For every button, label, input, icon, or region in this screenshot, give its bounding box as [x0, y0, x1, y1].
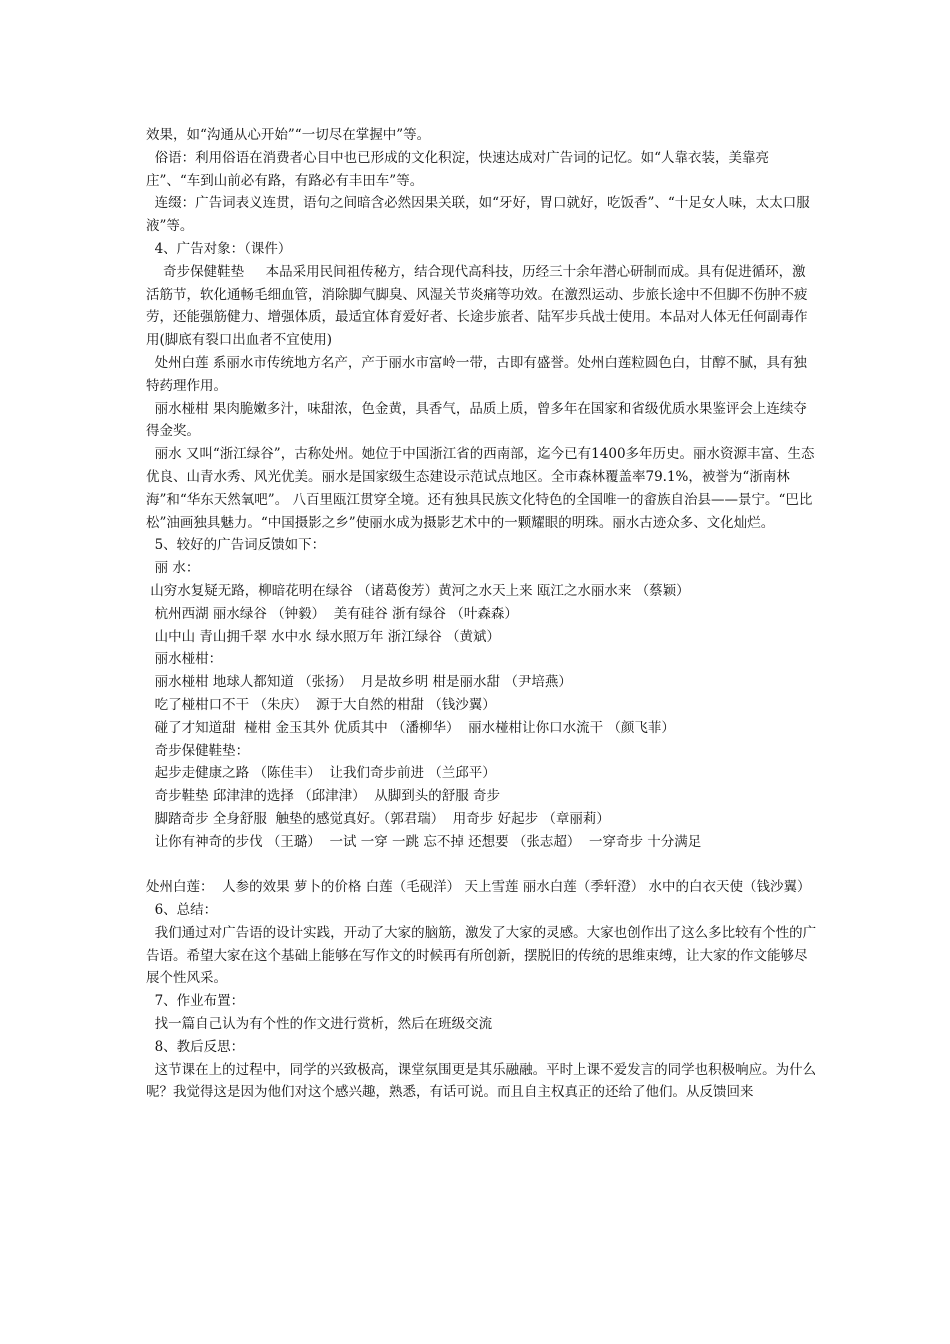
slogan-line: 山中山 青山拥千翠 水中水 绿水照万年 浙江绿谷 （黄斌） [146, 628, 501, 645]
subheading-lishui: 丽 水： [146, 560, 200, 577]
heading-homework: 7、作业布置： [146, 993, 245, 1010]
slogan-line: 丽水椪柑 地球人都知道 （张扬） 月是故乡明 柑是丽水甜 （尹培燕） [146, 674, 572, 691]
slogan-line: 脚踏奇步 全身舒服 触垫的感觉真好。（郭君瑞） 用奇步 好起步 （章丽莉） [146, 810, 610, 827]
subheading-orange: 丽水椪柑： [146, 651, 223, 668]
slogan-line: 杭州西湖 丽水绿谷 （钟毅） 美有硅谷 浙有绿谷 （叶森森） [146, 605, 518, 622]
heading-reflection: 8、教后反思： [146, 1038, 245, 1055]
slogan-line-lotus: 处州白莲： 人参的效果 萝卜的价格 白莲（毛砚洋） 天上雪莲 丽水白莲（季轩澄） 水中的白衣天使（钱沙翼） [146, 856, 811, 896]
paragraph-reflection: 这节课在上的过程中，同学的兴致极高，课堂氛围更是其乐融融。平时上课不爱发言的同学也积极响应。为什么呢？我觉得这是因为他们对这个感兴趣，熟悉，有话可说。而且自主权真正的还给了他们。从反馈回来 [146, 1061, 817, 1101]
slogan-line: 山穷水复疑无路，柳暗花明在绿谷 （诸葛俊芳）黄河之水天上来 瓯江之水丽水来 （蔡颖） [146, 582, 690, 599]
paragraph-chuzhou-lotus: 处州白莲 系丽水市传统地方名产，产于丽水市富岭一带，古即有盛誉。处州白莲粒圆色白，甘醇不腻，具有独特药理作用。 [146, 354, 807, 394]
paragraph-proverb: 俗语：利用俗语在消费者心目中也已形成的文化积淀，快速达成对广告词的记忆。如“人靠衣装，美靠亮庄”、“车到山前必有路，有路必有丰田车”等。 [146, 149, 769, 189]
slogan-line: 起步走健康之路 （陈佳丰） 让我们奇步前进 （兰邱平） [146, 765, 496, 782]
slogan-line: 奇步鞋垫 邱津津的选择 （邱津津） 从脚到头的舒服 奇步 [146, 788, 501, 805]
slogan-line: 吃了椪柑口不干 （朱庆） 源于大自然的柑甜 （钱沙翼） [146, 696, 496, 713]
paragraph-summary: 我们通过对广告语的设计实践，开动了大家的脑筋，激发了大家的灵感。大家也创作出了这么多比较有个性的广告语。希望大家在这个基础上能够在写作文的时候再有所创新，摆脱旧的传统的思维束缚，让大家的作文能够尽展个性风采。 [146, 924, 817, 987]
subheading-insole: 奇步保健鞋垫： [146, 742, 250, 759]
document-body [146, 124, 818, 1104]
paragraph-lishui-orange: 丽水椪柑 果肉脆嫩多汁，味甜浓，色金黄，具香气，品质上质，曾多年在国家和省级优质水果鉴评会上连续夺得金奖。 [146, 400, 807, 440]
heading-feedback: 5、较好的广告词反馈如下： [146, 537, 326, 554]
paragraph-intro-effect: 效果，如“沟通从心开始”“一切尽在掌握中”等。 [146, 127, 431, 143]
slogan-line: 碰了才知道甜 椪柑 金玉其外 优质其中 （潘柳华） 丽水椪柑让你口水流干 （颜飞菲） [146, 719, 675, 736]
slogan-line: 让你有神奇的步伐 （王璐） 一试 一穿 一跳 忘不掉 还想要 （张志超） 一穿奇步 十分满足 [146, 833, 702, 850]
paragraph-connective: 连缀：广告词表义连贯，语句之间暗含必然因果关联，如“牙好，胃口就好，吃饭香”、“十足女人味，太太口服液”等。 [146, 195, 810, 235]
paragraph-lishui: 丽水 又叫“浙江绿谷”，古称处州。她位于中国浙江省的西南部，迄今已有1400多年历史。丽水资源丰富、生态优良、山青水秀、风光优美。丽水是国家级生态建设示范试点地区。全市森林覆盖率79.1%，被誉为“浙南林海”和“华东天然氧吧”。 八百里瓯江贯穿全境。还有独具民族文化特色的全国唯一的畲族自治县——景宁。“巴比松”油画独具魅力。“中国摄影之乡”使丽水成为摄影艺术中的一颗耀眼的明珠。丽水古迹众多、文化灿烂。 [146, 446, 815, 531]
paragraph-homework: 找一篇自己认为有个性的作文进行赏析，然后在班级交流 [146, 1016, 493, 1033]
heading-summary: 6、总结： [146, 902, 218, 919]
heading-ad-object: 4、广告对象：（课件） [146, 240, 292, 257]
paragraph-qibu-insole: 奇步保健鞋垫 本品采用民间祖传秘方，结合现代高科技，历经三十余年潜心研制而成。具有促进循环，激活筋节，软化通畅毛细血管，消除脚气脚臭、风湿关节炎痛等功效。在激烈运动、步旅长途中不但脚不伤肿不疲劳，还能强筋健力、增强体质，最适宜体育爱好者、长途步旅者、陆军步兵战士使用。本品对人体无任何副毒作用(脚底有裂口出血者不宜使用) [146, 263, 808, 349]
